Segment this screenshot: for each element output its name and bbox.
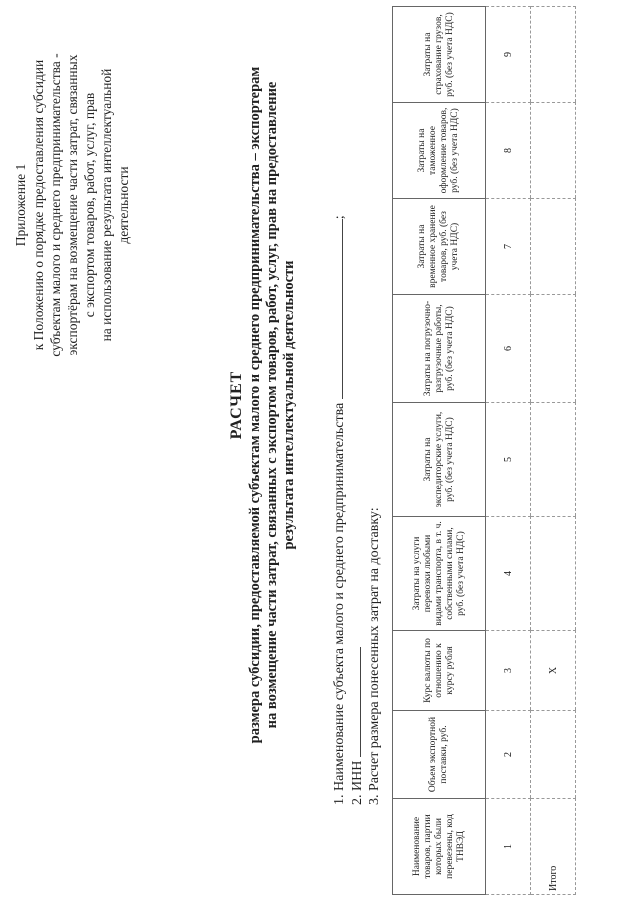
- column-header: Затраты на услуги перевозки любыми видами транспорта, в т. ч. собственными силами, руб. (без учета НДС): [393, 517, 486, 631]
- appendix-line: к Положению о порядке предоставления субсидии: [31, 59, 46, 351]
- table-header-row: [393, 7, 486, 895]
- column-header: Затраты на экспедиторские услуги, руб. (без учета НДС): [393, 403, 486, 517]
- column-header: Затраты на погрузочно-разгрузочные работы, руб. (без учета НДС): [393, 295, 486, 403]
- heading-line: результата интеллектуальной деятельности: [281, 260, 297, 550]
- field-label: 1. Наименование субъекта малого и среднего предпринимательства: [332, 402, 347, 805]
- total-cell: [531, 517, 576, 631]
- field-label: 3. Расчет размера понесенных затрат на доставку:: [367, 507, 382, 805]
- field-inn: [348, 215, 366, 805]
- heading-line: на возмещение части затрат, связанных с экспортом товаров, работ, услуг, прав на предоставление: [264, 81, 280, 729]
- column-number: 4: [486, 517, 531, 631]
- form-fields: [330, 215, 383, 805]
- appendix-line: с экспортом товаров, работ, услуг, прав: [82, 92, 97, 318]
- column-number: 5: [486, 403, 531, 517]
- document-heading: [228, 55, 298, 755]
- field-costs: [366, 215, 383, 805]
- appendix-line: экспортёрам на возмещение части затрат, связанных: [65, 54, 80, 356]
- column-number: 7: [486, 199, 531, 295]
- column-header: Наименование товаров, партии которых были перевезены, код ТНВЭД: [393, 799, 486, 895]
- column-header: Затраты на временное хранение товаров, руб. (без учета НДС): [393, 199, 486, 295]
- column-header: Затраты на таможенное оформление товаров, руб. (без учета НДС): [393, 103, 486, 199]
- column-number: 8: [486, 103, 531, 199]
- field-label: 2. ИНН: [350, 760, 365, 805]
- total-mark: Х: [531, 631, 576, 711]
- appendix-line: субъектам малого и среднего предпринимательства -: [48, 53, 63, 357]
- column-number: 2: [486, 711, 531, 799]
- total-label: Итого: [531, 799, 576, 895]
- costs-table: [392, 6, 576, 895]
- appendix-line: деятельности: [116, 166, 131, 244]
- total-cell: [531, 403, 576, 517]
- appendix-title: Приложение 1: [13, 163, 28, 247]
- appendix-line: на использование результата интеллектуальной: [99, 68, 114, 342]
- fill-in-line[interactable]: [330, 219, 343, 399]
- total-row: [531, 7, 576, 895]
- total-cell: [531, 199, 576, 295]
- total-cell: [531, 103, 576, 199]
- column-number: 3: [486, 631, 531, 711]
- total-cell: [531, 7, 576, 103]
- document-title: РАСЧЕТ: [228, 370, 245, 440]
- column-number-row: [486, 7, 531, 895]
- field-company-name: 1. Наименование субъекта малого и среднего предпринимательства ;: [332, 215, 347, 805]
- total-cell: [531, 711, 576, 799]
- heading-line: размера субсидии, предоставляемой субъектам малого и среднего предпринимательства – экспортерам: [247, 66, 263, 744]
- fill-in-line[interactable]: [348, 647, 361, 757]
- column-number: 6: [486, 295, 531, 403]
- appendix-block: [12, 15, 132, 395]
- column-header: Объем экспортной поставки, руб.: [393, 711, 486, 799]
- column-number: 1: [486, 799, 531, 895]
- column-number: 9: [486, 7, 531, 103]
- total-cell: [531, 295, 576, 403]
- column-header: Затраты на страхование грузов, руб. (без учета НДС): [393, 7, 486, 103]
- column-header: Курс валюты по отношению к курсу рубля: [393, 631, 486, 711]
